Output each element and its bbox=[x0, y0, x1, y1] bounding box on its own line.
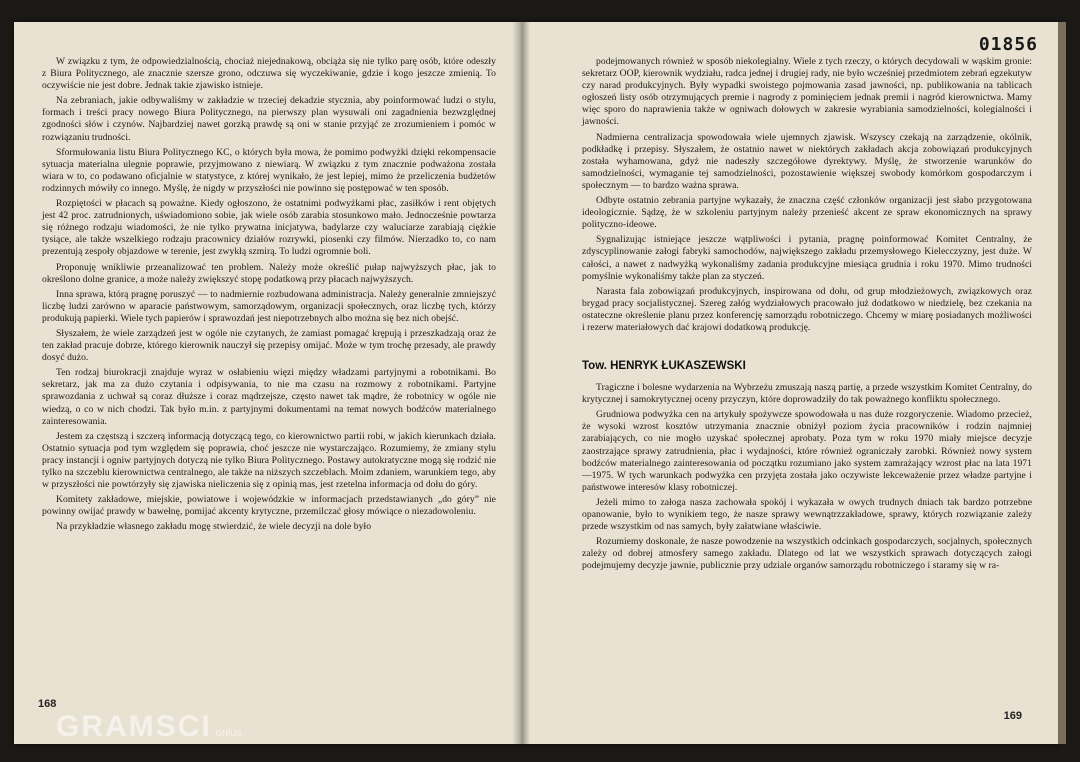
paragraph: Sygnalizując istniejące jeszcze wątpliwości i pytania, pragnę poinformować Komitet Centralny, że zdyscyplinowanie załogi fabryki samochodów, największego zakładu przemysłowego Kielecczyzny, jest duże. W całości, a nawet z nadwyżką wykonaliśmy zadania produkcyjne miesiąca grudnia i roku 1970. Mimo trudności pomyślnie wykonaliśmy także plan za styczeń. bbox=[582, 234, 1032, 282]
paragraph: Na przykładzie własnego zakładu mogę stwierdzić, że wiele decyzji na dole było bbox=[56, 521, 372, 533]
right-page bbox=[518, 22, 1062, 744]
paragraph: Ten rodzaj biurokracji znajduje wyraz w osłabieniu więzi między władzami partyjnymi a robotnikami. Bo sekretarz, jak ma za dużo czytania i odpisywania, to nie ma czasu na rozmowy z robotnikami. Partyjne sprawozdania z uchwał są coraz dłuższe i coraz mądrzejsze, często nawet tak mądre, że robotnicy w ogóle nie wiedzą, o co w nich chodzi. Tak było m.in. z partyjnymi dokumentami na temat nowych bodźców materialnego zainteresowania. bbox=[42, 367, 496, 427]
paragraph: Inna sprawa, którą pragnę poruszyć — to nadmiernie rozbudowana administracja. Należy generalnie zmniejszyć liczbę ludzi zarówno w aparacie państwowym, samorządowym, organizacji społecznych, oraz liczbę tych, którzy produkują papierki. Wiele tych papierów i sprawozdań jest niepotrzebnych albo można się bez nich obejść. bbox=[42, 288, 496, 324]
page-number-right: 169 bbox=[1003, 710, 1022, 722]
paragraph: Rozpiętości w płacach są poważne. Kiedy ogłoszono, że ostatnimi podwyżkami płac, zasiłków i rent objętych jest 42 proc. zatrudnionych, uświadomiono sobie, jak wiele osób zarabia stosunkowo mało. Jednocześnie powtarza się różnego rodzaju wiadomości, że nie tylko prywatna inicjatywa, badylarze czy waluciarze zarabiają ciężkie tysiące, ale także wszelkiego rodzaju pracownicy działów rozrywki, piosenki czy filmów. Nierzadko to, co nam prezentują zespoły objazdowe w terenie, jest zwykłą szmirą. To ludzi ogromnie boli. bbox=[42, 198, 496, 258]
right-page-text-bottom bbox=[582, 382, 1032, 572]
left-page bbox=[14, 22, 518, 744]
paragraph: Jestem za częstszą i szczerą informacją dotyczącą tego, co kierownictwo partii robi, w jakich kierunkach działa. Ostatnio sytuacja pod tym względem się poprawia, choć jeszcze nie wystarczająco. Rozumiemy, że zmiany stylu pracy instancji i ogniw partyjnych dotyczą nie tylko Biura Politycznego. Postawy autokratyczne mogą się rodzić nie tylko na szczeblu kierownictwa centralnego, ale także na niższych szczeblach. Moim zdaniem, warunkiem tego, aby w przyszłości nie powtórzyły się zjawiska nieliczenia się z opinią mas, jest rzetelna informacja od dołu do góry. bbox=[42, 430, 496, 491]
speaker-heading: Tow. HENRYK ŁUKASZEWSKI bbox=[582, 360, 746, 373]
left-page-text bbox=[42, 56, 496, 533]
paragraph: Narasta fala zobowiązań produkcyjnych, inspirowana od dołu, od grup młodzieżowych, związkowych oraz brygad pracy socjalistycznej. Szereg załóg wydziałowych pracowało już dodatkowo w niedzielę, bez czekania na ostateczne określenie planu przez konferencję samorządu robotniczego. Chcemy w miarę posiadanych możliwości i rezerw materiałowych dać krajowi dodatkową produkcję. bbox=[582, 285, 1032, 333]
paragraph: Komitety zakładowe, miejskie, powiatowe i wojewódzkie w informacjach przedstawianych „do góry” nie powinny owijać prawdy w bawełnę, pomijać akcenty krytyczne, przemilczać głosy mówiące o niezadowoleniu. bbox=[42, 494, 496, 518]
paragraph: podejmowanych również w sposób niekolegialny. Wiele z tych rzeczy, o których decydowali w wąskim gronie: sekretarz OOP, kierownik wydziału, radca jednej i drugiej rady, nie było wcześniej przedmiotem zebrań egzekutyw czy narad produkcyjnych. Były wypadki swoistego pojmowania zasad jawności, np. publikowania na tablicach ogłoszeń listy osób otrzymujących premie i nagrody z pominięciem jednak premii i nagród kierownictwa. Mamy więc sporo do naprawienia także w ogniwach dołowych w zakresie wyrabiania samodzielności, kolegialności i jawności. bbox=[582, 56, 1032, 128]
paragraph: Słyszałem, że wiele zarządzeń jest w ogóle nie czytanych, że zamiast pomagać krępują i przeszkadzają oraz że ten zakład pracuje dobrze, którego kierownik nauczył się przepisy omijać. Może w tym trochę przesady, ale prawdy dosyć dużo. bbox=[42, 327, 496, 364]
page-edge bbox=[1058, 22, 1066, 744]
paragraph: Odbyte ostatnio zebrania partyjne wykazały, że znaczna część członków organizacji jest słabo przygotowana ideologicznie. Sądzę, że w szkoleniu partyjnym należy przenieść akcent ze spraw ekonomicznych na sprawy polityczno-ideowe. bbox=[582, 195, 1032, 231]
paragraph: Jeżeli mimo to załoga nasza zachowała spokój i wykazała w owych trudnych dniach tak bardzo potrzebne opanowanie, było to wynikiem tego, że nasze sprawy wewnątrzzakładowe, sprawy, których rozwiązanie zależy przede wszystkim od nas samych, były załatwiane właściwie. bbox=[582, 496, 1032, 533]
watermark-brand: GRAMSCI bbox=[56, 710, 212, 743]
book-spread bbox=[14, 22, 1062, 744]
paragraph: Sformułowania listu Biura Politycznego KC, o których była mowa, że pomimo podwyżki dzięki rekompensacie sytuacja materialna ulegnie poprawie, przyjmowano z niewiarą. W związku z tym znacznie podważona została wiara w to, co podawano oficjalnie w statystyce, z której wynikało, że jest lepiej, mimo że przeliczenia budżetów rodzinnych mówiły co innego. Myślę, że nigdy w przyszłości nie powinno się postępować w ten sposób. bbox=[42, 146, 496, 194]
paragraph: W związku z tym, że odpowiedzialnością, chociaż niejednakową, obciąża się nie tylko parę osób, które odeszły z Biura Politycznego, ale znacznie szersze grono, odczuwa się wyczekiwanie, gdzie i kogo jeszcze zmienią. To oczywiście nie jest dobre. Jednak takie zjawisko istnieje. bbox=[42, 56, 496, 92]
right-page-text-top bbox=[582, 56, 1032, 334]
page-number-left: 168 bbox=[38, 698, 57, 710]
watermark-suffix: onlus bbox=[215, 727, 242, 739]
gramsci-watermark-logo bbox=[56, 710, 242, 744]
paragraph: Tragiczne i bolesne wydarzenia na Wybrzeżu zmuszają naszą partię, a przede wszystkim Komitet Centralny, do krytycznej i samokrytycznej oceny przyczyn, które doprowadziły do tak poważnego konfliktu społecznego. bbox=[582, 382, 1032, 406]
paragraph: Grudniowa podwyżka cen na artykuły spożywcze spowodowała u nas duże rozgoryczenie. Wiadomo przecież, że wysoki wzrost kosztów utrzymania znacznie obniżył poziom życia pracowników i rodzin najmniej zarabiających, co nie mogło uzyskać społecznej aprobaty. Poza tym w roku 1970 miały miejsce decyzje zaostrzające sprawy zatrudnienia, płac i wydajności, które również ograniczały zarobki. Również nowy system bodźców materialnego zainteresowania od początku rozumiano jako system zamrażający wzrost płac na lata 1971—1975. W tych warunkach podwyżka cen przyjęta została jako oczywiste lekceważenie przez władze partyjne i państwowe interesów klasy robotniczej. bbox=[582, 409, 1032, 493]
archive-stamp-number: 01856 bbox=[978, 34, 1038, 55]
paragraph: Na zebraniach, jakie odbywaliśmy w zakładzie w trzeciej dekadzie stycznia, aby poinformować ludzi o stylu, formach i treści pracy nowego Biura Politycznego, na pierwszy plan wysuwali oni zagadnienia bezwzględnej zgodności słów i czynów. Najbardziej nawet gorzką prawdę są oni w stanie przyjąć ze zrozumieniem i pomóc w rozwiązaniu trudności. bbox=[42, 95, 496, 143]
paragraph: Proponuję wnikliwie przeanalizować ten problem. Należy może określić pułap najwyższych płac, jak to określono dolne granice, a może należy zwiększyć stopę podatkową przy płacach najwyższych. bbox=[42, 261, 496, 285]
paragraph: Nadmierna centralizacja spowodowała wiele ujemnych zjawisk. Wszyscy czekają na zarządzenie, okólnik, podkładkę i przepisy. Słyszałem, że ostatnio nawet w niektórych zakładach akcja zobowiązań produkcyjnych została wyhamowana, gdyż nie nadeszły szczegółowe dyrektywy. Myślę, że stworzenie warunków do samodzielności, wymaganie tej samodzielności, pozostawienie większej swobody komórkom gospodarczym i społecznym — to bardzo ważna sprawa. bbox=[582, 131, 1032, 191]
paragraph: Rozumiemy doskonale, że nasze powodzenie na wszystkich odcinkach gospodarczych, socjalnych, społecznych zależy od dobrej atmosfery samego zakładu. Dlatego od lat we wszystkich sprawach dotyczących załogi podejmujemy decyzje jawnie, publicznie przy udziale organów samorządu robotniczego i staramy się w ra- bbox=[582, 536, 1032, 572]
